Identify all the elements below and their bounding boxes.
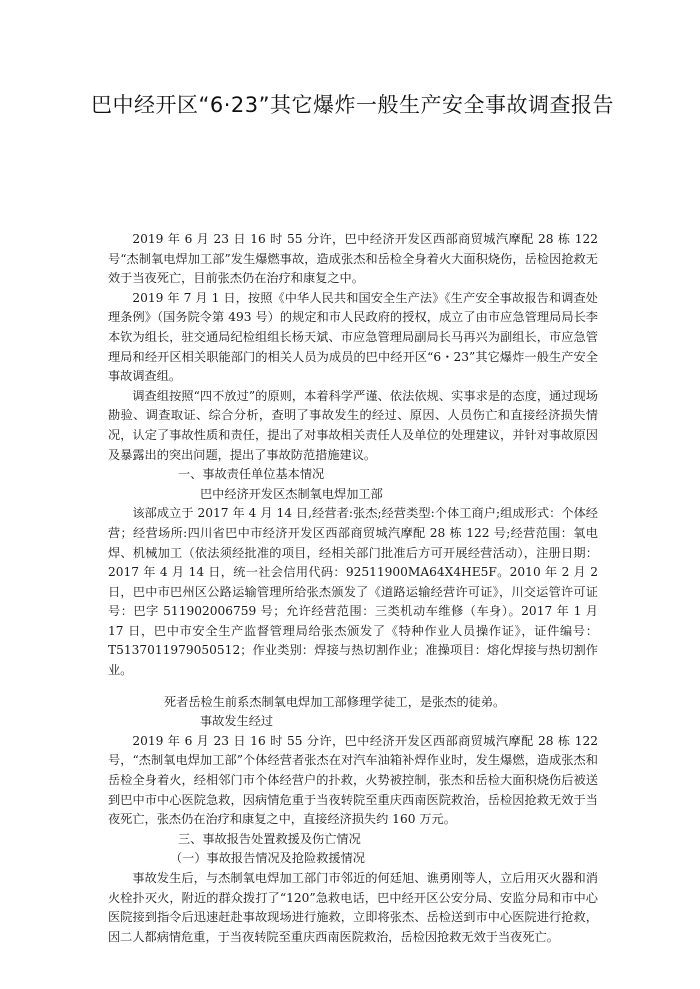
paragraph-investigation-team: 2019 年 7 月 1 日，按照《中华人民共和国安全生产法》《生产安全事故报告和调查处理条例》（国务院令第 493 号）的规定和市人民政府的授权，成立了由市应急管理局局长李本钦为组长，驻交通局纪检组组长杨天斌、市应急管理局副局长马再兴为副组长，市应急管理局和经开区相关职能部门的相关人员为成员的巴中经开区“6・23”其它爆炸一般生产安全事故调查组。	[108, 290, 598, 384]
subsection-heading-1: （一）事故报告情况及抢险救援情况	[170, 851, 365, 866]
section-heading-1: 一、事故责任单位基本情况	[178, 467, 325, 482]
paragraph-unit-info: 该部成立于 2017 年 4 月 14 日,经营者:张杰;经营类型:个体工商户;组成形式：个体经营；经营场所:四川省巴中市经济开发区西部商贸城汽摩配 28 栋 122 号;经营范围：氧电焊、机械加工（依法须经批准的项目，经相关部门批准后方可开展经营活动），注册日期：2017 年 4 月 14 日，统一社会信用代码：92511900MA64X4HE5F。2010 年 2 月 2 日，巴中市巴州区公路运输管理所给张杰颁发了《道路运输经营许可证》，川交运管许可证号：巴字 511902006759 号；允许经营范围：三类机动车维修（车身）。2017 年 1 月 17 日，巴中市安全生产监督管理局给张杰颁发了《特种作业人员操作证》，证件编号：T5137011979050512；作业类别：焊接与热切割作业；准操项目：熔化焊接与热切割作业。	[108, 506, 598, 678]
unit-name-heading: 巴中经济开发区杰制氧电焊加工部	[200, 486, 383, 501]
section-heading-3: 三、事故报告处置救援及伤亡情况	[178, 831, 361, 846]
paragraph-deceased: 死者岳检生前系杰制氧电焊加工部修理学徒工，是张杰的徒弟。	[164, 694, 506, 709]
paragraph-rescue: 事故发生后，与杰制氧电焊加工部门市邻近的何廷旭、谯勇刚等人，立后用灭火器和消火栓扑灭火，附近的群众拨打了“120”急救电话，巴中经开区公安分局、安监分局和市中心医院接到指令后迅速赶赴事故现场进行施救，立即将张杰、岳检送到市中心医院进行抢救，因二人都病情危重，于当夜转院至重庆西南医院救治，岳检因抢救无效于当夜死亡。	[108, 871, 598, 944]
document-title: 巴中经开区“6·23”其它爆炸一般生产安全事故调查报告	[90, 93, 614, 117]
section-heading-2: 事故发生经过	[200, 714, 274, 729]
paragraph-principles: 调查组按照“四不放过”的原则，本着科学严谨、依法依规、实事求是的态度，通过现场勘验、调查取证、综合分析，查明了事故发生的经过、原因、人员伤亡和直接经济损失情况，认定了事故性质和责任，提出了对事故相关责任人及单位的处理建议，并针对事故原因及暴露出的突出问题，提出了事故防范措施建议。	[108, 388, 598, 462]
paragraph-intro: 2019 年 6 月 23 日 16 时 55 分许，巴中经济开发区西部商贸城汽摩配 28 栋 122 号“杰制氧电焊加工部”发生爆燃事故，造成张杰和岳检全身着火大面积烧伤，岳检因抢救无效于当夜死亡，目前张杰仍在治疗和康复之中。	[108, 232, 598, 286]
paragraph-accident-process: 2019 年 6 月 23 日 16 时 55 分许，巴中经济开发区西部商贸城汽摩配 28 栋 122 号，“杰制氧电焊加工部”个体经营者张杰在对汽车油箱补焊作业时，发生爆燃，造成张杰和岳检全身着火，经相邻门市个体经营户的扑救，火势被控制，张杰和岳检大面积烧伤后被送到巴中市中心医院急救，因病情危重于当夜转院至重庆西南医院救治，岳检因抢救无效于当夜死亡，张杰仍在治疗和康复之中，直接经济损失约 160 万元。	[108, 733, 598, 827]
document-body	[108, 230, 598, 947]
